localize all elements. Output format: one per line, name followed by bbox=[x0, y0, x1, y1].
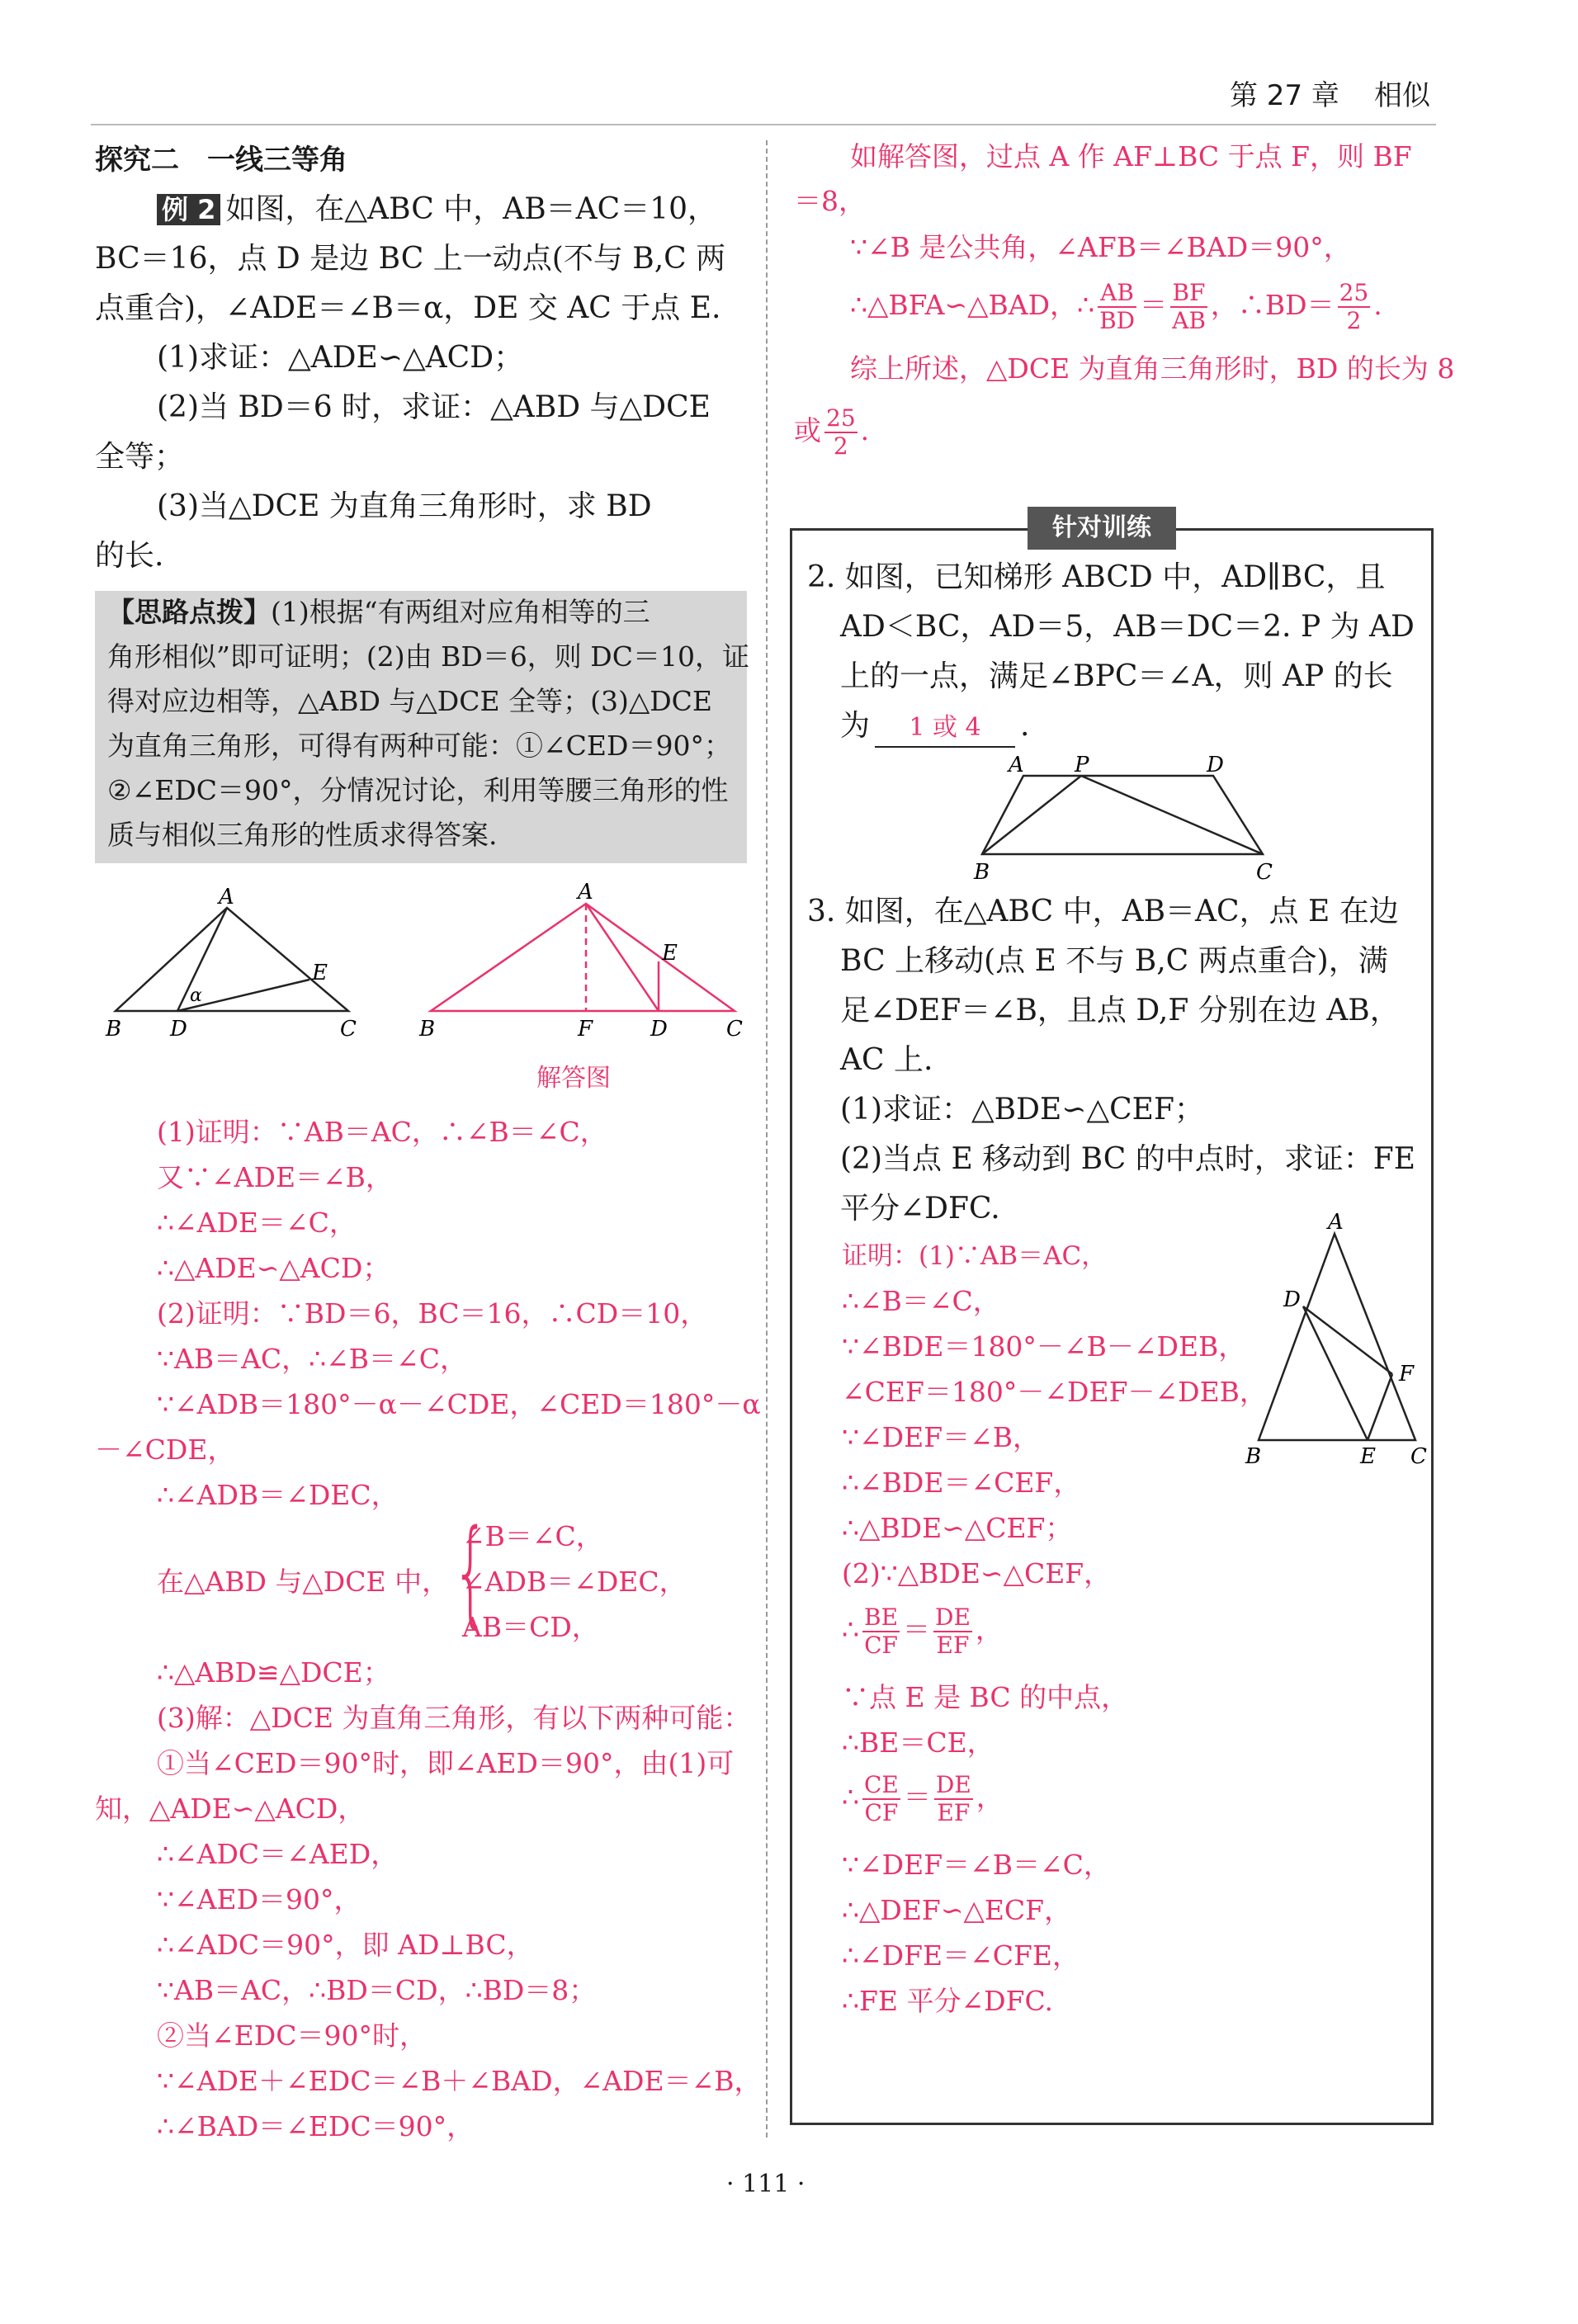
fraction-numerator: 25 bbox=[826, 404, 856, 432]
trapezoid-figure bbox=[966, 751, 1279, 883]
fig2-label-d: D bbox=[650, 1017, 668, 1042]
section-title: 探究二 一线三等角 bbox=[95, 144, 347, 177]
q2-prefix: 为 bbox=[840, 709, 871, 743]
fig1-label-a: A bbox=[219, 885, 234, 909]
solution-line: ∴∠ADC＝90°，即 AD⊥BC， bbox=[157, 1929, 534, 1961]
hint-label: 【思路点拨】 bbox=[107, 596, 271, 628]
system-prefix: 在△ABD 与△DCE 中， bbox=[157, 1566, 450, 1598]
fraction-de-ef bbox=[933, 1606, 972, 1657]
fraction-denominator: 2 bbox=[833, 432, 848, 460]
fraction-denominator: EF bbox=[937, 1799, 971, 1826]
q3-line: 平分∠DFC. bbox=[840, 1192, 1000, 1226]
solution-line: ∵AB＝AC，∴∠B＝∠C， bbox=[157, 1343, 467, 1375]
solution-text: ，∴BD＝ bbox=[1210, 289, 1335, 321]
q3-line: AC 上. bbox=[840, 1043, 933, 1077]
solution-text: 或 bbox=[794, 414, 821, 446]
q2-line: 2. 如图，已知梯形 ABCD 中，AD∥BC，且 bbox=[807, 560, 1386, 594]
example-line: 点重合)，∠ADE＝∠B＝α，DE 交 AC 于点 E. bbox=[95, 291, 721, 325]
fraction-numerator: BE bbox=[864, 1604, 899, 1631]
example-line: BC＝16，点 D 是边 BC 上一动点(不与 B,C 两 bbox=[95, 242, 726, 276]
q3-label-a: A bbox=[1328, 1210, 1344, 1235]
solution-line: ∵AB＝AC，∴BD＝CD，∴BD＝8； bbox=[157, 1974, 597, 2006]
example-line: 全等； bbox=[95, 440, 185, 474]
example-line: (1)求证：△ADE∽△ACD； bbox=[157, 341, 524, 375]
page-number: · 111 · bbox=[726, 2170, 806, 2199]
solution-line: ∴△ADE∽△ACD； bbox=[157, 1252, 390, 1284]
q2-label-a: A bbox=[1009, 753, 1024, 777]
fraction-numerator: DE bbox=[935, 1771, 971, 1798]
solution-line: 又∵∠ADE＝∠B， bbox=[157, 1161, 393, 1193]
q3-line: 3. 如图，在△ABC 中，AB＝AC，点 E 在边 bbox=[807, 895, 1399, 928]
therefore-sign: ∴ bbox=[842, 1613, 859, 1646]
q3-solution-line: ∴△DEF∽△ECF， bbox=[842, 1894, 1072, 1926]
q3-label-e: E bbox=[1360, 1444, 1376, 1469]
q3-line: (2)当点 E 移动到 BC 的中点时，求证：FE bbox=[840, 1142, 1415, 1176]
fig2-label-b: B bbox=[419, 1017, 436, 1042]
q3-triangle-figure bbox=[1242, 1209, 1440, 1473]
triangle-figure-1 bbox=[99, 879, 363, 1094]
q3-solution-line: ∴∠BDE＝∠CEF， bbox=[842, 1467, 1081, 1499]
q2-line: 上的一点，满足∠BPC＝∠A，则 AP 的长 bbox=[840, 659, 1393, 693]
fig2-label-e: E bbox=[662, 941, 678, 966]
q3-solution-line: ∵∠DEF＝∠B， bbox=[842, 1421, 1040, 1453]
chapter-label: 第 27 章 bbox=[1230, 79, 1339, 112]
solution-line: 知，△ADE∽△ACD， bbox=[95, 1793, 366, 1825]
fig1-label-alpha: α bbox=[190, 985, 202, 1006]
solution-line: ∴∠ADE＝∠C， bbox=[157, 1207, 357, 1239]
q3-solution-line: ∠CEF＝180°－∠DEF－∠DEB， bbox=[842, 1376, 1267, 1408]
system-row: AB＝CD， bbox=[462, 1611, 599, 1643]
system-row: ∠ADB＝∠DEC， bbox=[462, 1566, 687, 1598]
fraction-ce-cf bbox=[862, 1771, 900, 1826]
fraction-numerator: BF bbox=[1170, 281, 1207, 308]
fraction-denominator: EF bbox=[936, 1632, 970, 1659]
q2-label-c: C bbox=[1256, 860, 1273, 883]
hint-line: 得对应边相等，△ABD 与△DCE 全等；(3)△DCE bbox=[107, 685, 712, 717]
solution-line: ∴∠ADB＝∠DEC， bbox=[157, 1479, 399, 1511]
solution-line: ∵∠ADB＝180°－α－∠CDE，∠CED＝180°－α bbox=[157, 1388, 761, 1420]
q2-line: AD＜BC，AD＝5，AB＝DC＝2. P 为 AD bbox=[840, 610, 1415, 644]
q3-solution-line: 证明：(1)∵AB＝AC， bbox=[842, 1241, 1108, 1271]
hint-line: 角形相似”即可证明；(2)由 BD＝6，则 DC＝10，证 bbox=[107, 640, 749, 673]
solution-text: ， bbox=[976, 1781, 1004, 1813]
q2-label-p: P bbox=[1075, 753, 1089, 777]
fig1-label-d: D bbox=[170, 1017, 187, 1042]
fig2-label-f: F bbox=[578, 1017, 593, 1042]
equals-sign: ＝ bbox=[1140, 289, 1168, 321]
solution-line: ∴∠BAD＝∠EDC＝90°， bbox=[157, 2110, 475, 2142]
q2-label-d: D bbox=[1207, 753, 1224, 777]
hint-text: (1)根据“有两组对应角相等的三 bbox=[271, 596, 650, 628]
q3-solution-line: ∴BE＝CE， bbox=[842, 1726, 995, 1759]
q3-line: 足∠DEF＝∠B，且点 D,F 分别在边 AB， bbox=[840, 994, 1400, 1027]
q3-label-c: C bbox=[1410, 1444, 1427, 1469]
solution-text: . bbox=[1373, 289, 1382, 321]
system-brace: { bbox=[452, 1505, 489, 1640]
solution-line: ②当∠EDC＝90°时， bbox=[157, 2019, 427, 2052]
solution-line: －∠CDE， bbox=[95, 1434, 235, 1466]
fraction-numerator: AB bbox=[1098, 281, 1136, 308]
q3-solution-line: ∴∠DFE＝∠CFE， bbox=[842, 1939, 1080, 1972]
q3-solution-line: ∴△BDE∽△CEF； bbox=[842, 1512, 1073, 1544]
fraction-ab-bd bbox=[1098, 281, 1136, 333]
solution-line: ∴∠ADC＝∠AED， bbox=[157, 1838, 399, 1870]
solution-line: ①当∠CED＝90°时，即∠AED＝90°，由(1)可 bbox=[157, 1747, 735, 1779]
solution-line bbox=[850, 281, 1382, 333]
hint-line: ②∠EDC＝90°，分情况讨论，利用等腰三角形的性 bbox=[107, 774, 729, 806]
q3-line: BC 上移动(点 E 不与 B,C 两点重合)，满 bbox=[840, 944, 1388, 978]
solution-line: ＝8， bbox=[794, 185, 866, 217]
solution-line: 如解答图，过点 A 作 AF⊥BC 于点 F，则 BF bbox=[850, 140, 1412, 172]
fraction-denominator: CF bbox=[864, 1799, 899, 1826]
q3-label-b: B bbox=[1245, 1444, 1262, 1469]
example-line: (2)当 BD＝6 时，求证：△ABD 与△DCE bbox=[157, 390, 711, 424]
fig2-label-a: A bbox=[578, 880, 593, 905]
solution-text: ， bbox=[975, 1613, 1003, 1646]
figure-caption: 解答图 bbox=[536, 1064, 611, 1093]
q3-solution-line: ∵∠BDE＝180°－∠B－∠DEB， bbox=[842, 1330, 1246, 1363]
fig2-label-c: C bbox=[726, 1017, 743, 1042]
fraction-bf-ab bbox=[1170, 281, 1207, 333]
solution-line: (2)证明：∵BD＝6，BC＝16，∴CD＝10， bbox=[157, 1297, 708, 1330]
q3-label-d: D bbox=[1283, 1287, 1301, 1312]
q3-fraction-line bbox=[842, 1605, 1003, 1657]
fraction-denominator: CF bbox=[864, 1632, 898, 1659]
chapter-title: 相似 bbox=[1374, 79, 1430, 112]
equals-sign: ＝ bbox=[903, 1613, 931, 1646]
solution-line: ∵∠B 是公共角，∠AFB＝∠BAD＝90°， bbox=[850, 231, 1351, 263]
solution-line: (3)解：△DCE 为直角三角形，有以下两种可能： bbox=[157, 1702, 751, 1734]
fraction-numerator: CE bbox=[864, 1771, 899, 1798]
example-line: (3)当△DCE 为直角三角形时，求 BD bbox=[157, 489, 652, 523]
example-tag: 例 2 bbox=[157, 194, 220, 225]
solution-line bbox=[794, 406, 869, 458]
fig1-label-b: B bbox=[106, 1017, 122, 1042]
equals-sign: ＝ bbox=[903, 1781, 931, 1813]
solution-line: ∴△ABD≌△DCE； bbox=[157, 1656, 390, 1689]
example-text: 如图，在△ABC 中，AB＝AC＝10， bbox=[225, 192, 718, 226]
q2-label-b: B bbox=[974, 860, 990, 883]
example-line bbox=[157, 191, 717, 228]
fraction-numerator: DE bbox=[935, 1604, 971, 1631]
q3-fraction-line bbox=[842, 1773, 1004, 1825]
system-row: ∠B＝∠C， bbox=[462, 1520, 603, 1552]
solution-line: ∵∠AED＝90°， bbox=[157, 1883, 361, 1915]
q2-answer-blank: 1 或 4 bbox=[875, 710, 1015, 748]
therefore-sign: ∴ bbox=[842, 1781, 859, 1813]
fraction-25-2 bbox=[824, 404, 858, 460]
hint-line: 为直角三角形，可得有两种可能：①∠CED＝90°； bbox=[107, 730, 731, 762]
q3-solution-line: ∵点 E 是 BC 的中点， bbox=[842, 1681, 1129, 1713]
q2-answer-line bbox=[840, 708, 1029, 748]
header-rule bbox=[91, 124, 1436, 125]
q3-solution-line: (2)∵△BDE∽△CEF， bbox=[842, 1557, 1112, 1589]
fraction-be-cf bbox=[862, 1606, 900, 1657]
q3-label-f: F bbox=[1399, 1362, 1415, 1386]
q3-solution-line: ∴FE 平分∠DFC. bbox=[842, 1985, 1054, 2017]
example-line: 的长. bbox=[95, 539, 164, 573]
fraction-25-2 bbox=[1338, 281, 1371, 333]
q3-solution-line: ∴∠B＝∠C， bbox=[842, 1285, 1000, 1317]
solution-text: ∴△BFA∽△BAD，∴ bbox=[850, 289, 1095, 321]
q3-solution-line: ∵∠DEF＝∠B＝∠C， bbox=[842, 1849, 1111, 1881]
fraction-denominator: 2 bbox=[1346, 307, 1362, 334]
fraction-numerator: 25 bbox=[1339, 279, 1369, 306]
fig1-label-c: C bbox=[340, 1017, 357, 1042]
fraction-denominator: AB bbox=[1172, 307, 1206, 334]
q3-line: (1)求证：△BDE∽△CEF； bbox=[840, 1093, 1204, 1127]
column-divider bbox=[766, 140, 768, 2137]
hint-line bbox=[107, 594, 650, 631]
solution-text: . bbox=[860, 414, 870, 446]
solution-line: ∵∠ADE＋∠EDC＝∠B＋∠BAD，∠ADE＝∠B， bbox=[157, 2065, 762, 2097]
solution-line: 综上所述，△DCE 为直角三角形时，BD 的长为 8 bbox=[850, 352, 1455, 385]
fraction-denominator: BD bbox=[1099, 307, 1136, 334]
fraction-de-ef bbox=[934, 1771, 973, 1826]
fig1-label-e: E bbox=[312, 961, 328, 985]
hint-line: 质与相似三角形的性质求得答案. bbox=[107, 819, 498, 851]
training-title: 针对训练 bbox=[1028, 507, 1176, 550]
solution-line: (1)证明：∵AB＝AC，∴∠B＝∠C， bbox=[157, 1116, 607, 1148]
q2-end: . bbox=[1020, 709, 1030, 743]
